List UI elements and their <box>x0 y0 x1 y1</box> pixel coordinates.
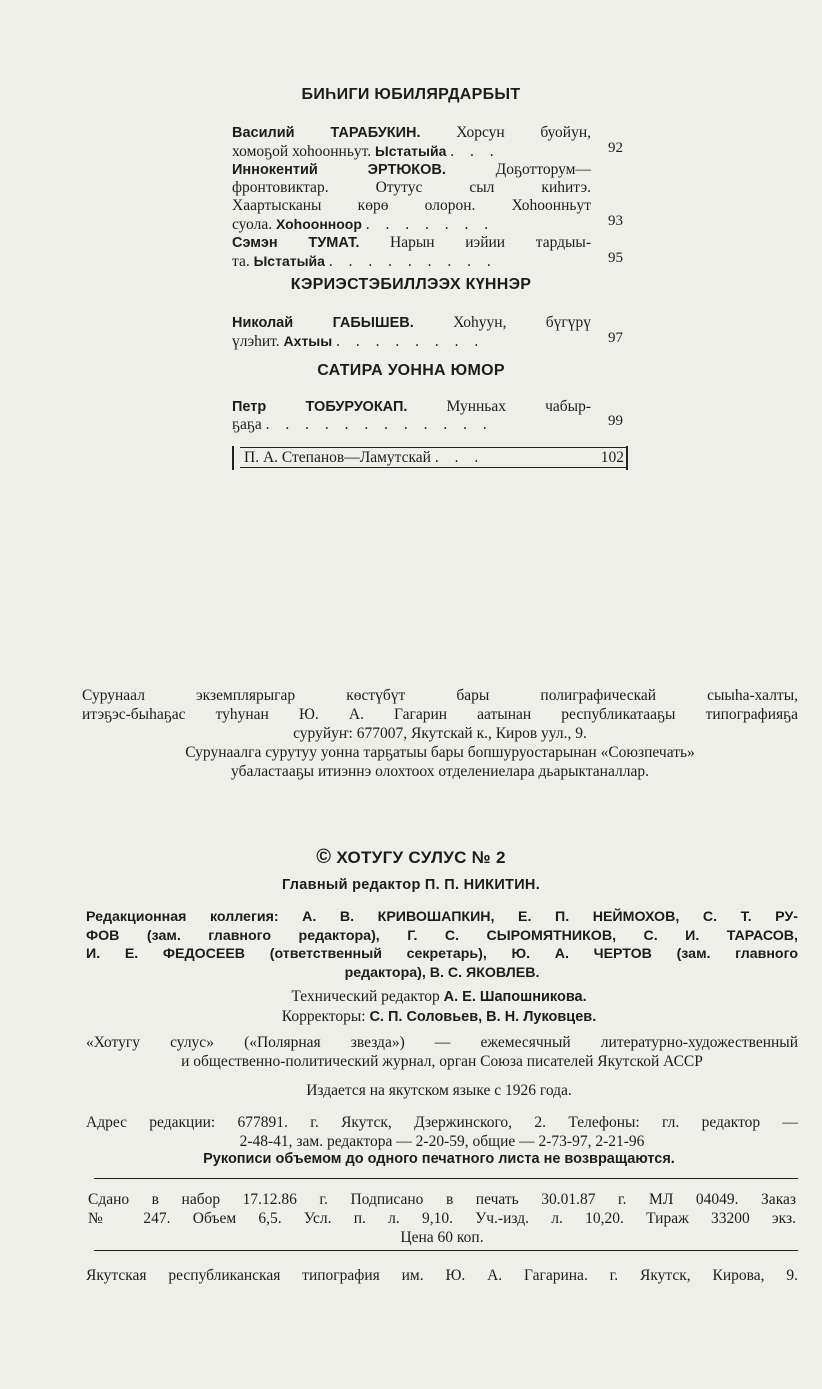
toc-entry: Иннокентий ЭРТЮКОВ. Доҕотторум— фронтовиктар. Отутус сыл киһитэ. Хаартысканы көрө олорон. Хоһоонньут суола. Хоһоонноор . . . . . . . 93 <box>232 161 623 233</box>
correctors-names: С. П. Соловьев, В. Н. Луковцев. <box>369 1009 597 1025</box>
journal-description <box>86 1033 798 1071</box>
description-line: «Хотугу сулус» («Полярная звезда») — ежемесячный литературно-художественный <box>86 1034 798 1051</box>
toc-title: ҕаҕа <box>232 416 262 433</box>
notice-line: суруйуҥ: 677007, Якутскай к., Киров уул., 9. <box>293 725 587 742</box>
toc-section-memorial-days <box>232 314 627 351</box>
toc-page-number: 93 <box>608 213 623 229</box>
printer-line: Якутская республиканская типография им. Ю. А. Гагарина. г. Якутск, Кирова, 9. <box>86 1267 798 1284</box>
print-info-line: Цена 60 коп. <box>400 1229 484 1246</box>
toc-title: Мунньах чабыр- <box>446 398 592 415</box>
toc-title: Хаартысканы көрө олорон. Хоһоонньут <box>232 197 591 214</box>
board-line: ФОВ (зам. главного редактора), Г. С. СЫРОМЯТНИКОВ, С. И. ТАРАСОВ, <box>86 927 798 944</box>
description-line: и общественно-политический журнал, орган Союза писателей Якутской АССР <box>181 1053 703 1070</box>
address-line: Адрес редакции: 677891. г. Якутск, Дзержинского, 2. Телефоны: гл. редактор — <box>86 1114 798 1131</box>
board-line: редактора), В. С. ЯКОВЛЕВ. <box>344 964 540 981</box>
notice-line: убаластааҕы итиэннэ олохтоох отделениелара дьарыктаналлар. <box>231 763 649 780</box>
tech-staff <box>80 987 798 1027</box>
printer-info <box>86 1266 798 1285</box>
toc-page-number: 97 <box>608 330 623 346</box>
toc-title: суола. <box>232 216 273 233</box>
toc-author: Иннокентий ЭРТЮКОВ. <box>232 162 446 178</box>
tech-editor-name: А. Е. Шапошникова. <box>443 989 587 1005</box>
toc-entry: Василий ТАРАБУКИН. Хорсун буойун, хомоҕой хоһоонньут. Ыстатыйа . . . 92 <box>232 124 623 160</box>
print-info-line: Сдано в набор 17.12.86 г. Подписано в печать 30.01.87 г. МЛ 04049. Заказ <box>88 1191 796 1208</box>
toc-title: үлэһит. <box>232 333 280 350</box>
toc-genre: Ахтыы <box>283 333 333 349</box>
toc-title: Нарын иэйии тардыы- <box>390 234 592 251</box>
toc-title: хомоҕой хоһоонньут. <box>232 143 372 160</box>
section-title-memorial-days: КЭРИЭСТЭБИЛЛЭЭХ КҮННЭР <box>290 276 532 293</box>
print-info-line: № 247. Объем 6,5. Усл. п. л. 9,10. Уч.-изд. л. 10,20. Тираж 33200 экз. <box>88 1210 796 1227</box>
tech-editor-label: Технический редактор <box>291 988 440 1005</box>
published-since: Издается на якутском языке с 1926 года. <box>306 1082 572 1099</box>
toc-title: Доҕотторум— <box>495 161 591 178</box>
toc-entry: Николай ГАБЫШЕВ. Хоһуун, бүгүрү үлэһит. Ахтыы . . . . . . . . 97 <box>232 314 623 350</box>
toc-author: Николай ГАБЫШЕВ. <box>232 315 414 331</box>
toc-author: Сэмэн ТУМАТ. <box>232 235 360 251</box>
toc-page-number: 99 <box>608 413 623 429</box>
toc-entry: Петр ТОБУРУОКАП. Мунньах чабыр- ҕаҕа . . . . . . . . . . . . 99 <box>232 398 623 433</box>
editorial-board <box>86 908 798 982</box>
section-title-jubilees: БИҺИГИ ЮБИЛЯРДАРБЫТ <box>301 86 521 103</box>
toc-title: фронтовиктар. Отутус сыл киһитэ. <box>232 179 591 196</box>
toc-title: Хорсун буойун, <box>456 124 592 141</box>
toc-title: та. <box>232 253 250 270</box>
journal-title-text: ХОТУГУ СУЛУС № 2 <box>336 848 506 867</box>
divider <box>94 1250 798 1251</box>
journal-title <box>0 846 822 869</box>
divider <box>94 1178 798 1179</box>
toc-author: Василий ТАРАБУКИН. <box>232 125 421 141</box>
toc-genre: Ыстатыйа <box>253 253 325 269</box>
chief-editor: Главный редактор П. П. НИКИТИН. <box>281 877 541 893</box>
board-line: Редакционная коллегия: А. В. КРИВОШАПКИН, Е. П. НЕЙМОХОВ, С. Т. РУ- <box>86 909 798 925</box>
correctors-line <box>80 1007 798 1027</box>
toc-title: Хоһуун, бүгүрү <box>453 314 592 331</box>
toc-genre: Хоһоонноор <box>275 216 362 232</box>
address-line: 2-48-41, зам. редактора — 2-20-59, общие — 2-73-97, 2-21-96 <box>239 1133 645 1150</box>
board-line: И. Е. ФЕДОСЕЕВ (ответственный секретарь), Ю. А. ЧЕРТОВ (зам. главного <box>86 946 798 962</box>
boxed-toc-entry: П. А. Степанов—Ламутскай . . . 102 <box>232 446 628 470</box>
notice-line: Сурунаалга сурутуу уонна тарҕатыы бары бопшуруостарынан «Союзпечать» <box>185 744 695 761</box>
copyright-sign: © <box>316 846 332 868</box>
tech-editor-line <box>80 987 798 1007</box>
toc-entry: Сэмэн ТУМАТ. Нарын иэйии тардыы- та. Ыстатыйа . . . . . . . . . 95 <box>232 234 623 270</box>
print-info <box>88 1190 796 1247</box>
section-title-satire: САТИРА УОННА ЮМОР <box>317 362 505 379</box>
boxed-entry-text: П. А. Степанов—Ламутскай <box>244 449 431 466</box>
toc-genre: Ыстатыйа <box>375 143 447 159</box>
notice-line: Сурунаал экземплярыгар көстүбүт бары полиграфическай сыыһа-халты, <box>82 687 798 704</box>
manuscripts-note: Рукописи объемом до одного печатного листа не возвращаются. <box>203 1151 675 1167</box>
editorial-address <box>86 1113 798 1151</box>
toc-section-jubilees <box>232 124 627 271</box>
correctors-label: Корректоры: <box>281 1008 366 1025</box>
boxed-entry-page-number: 102 <box>600 449 624 466</box>
toc-section-satire <box>232 398 627 434</box>
toc-page-number: 92 <box>608 140 623 156</box>
toc-author: Петр ТОБУРУОКАП. <box>232 399 408 415</box>
errata-notice <box>82 686 798 781</box>
toc-page-number: 95 <box>608 250 623 266</box>
notice-line: итэҕэс-быһаҕас туһунан Ю. А. Гагарин аатынан республикатааҕы типографияҕа <box>82 706 798 723</box>
